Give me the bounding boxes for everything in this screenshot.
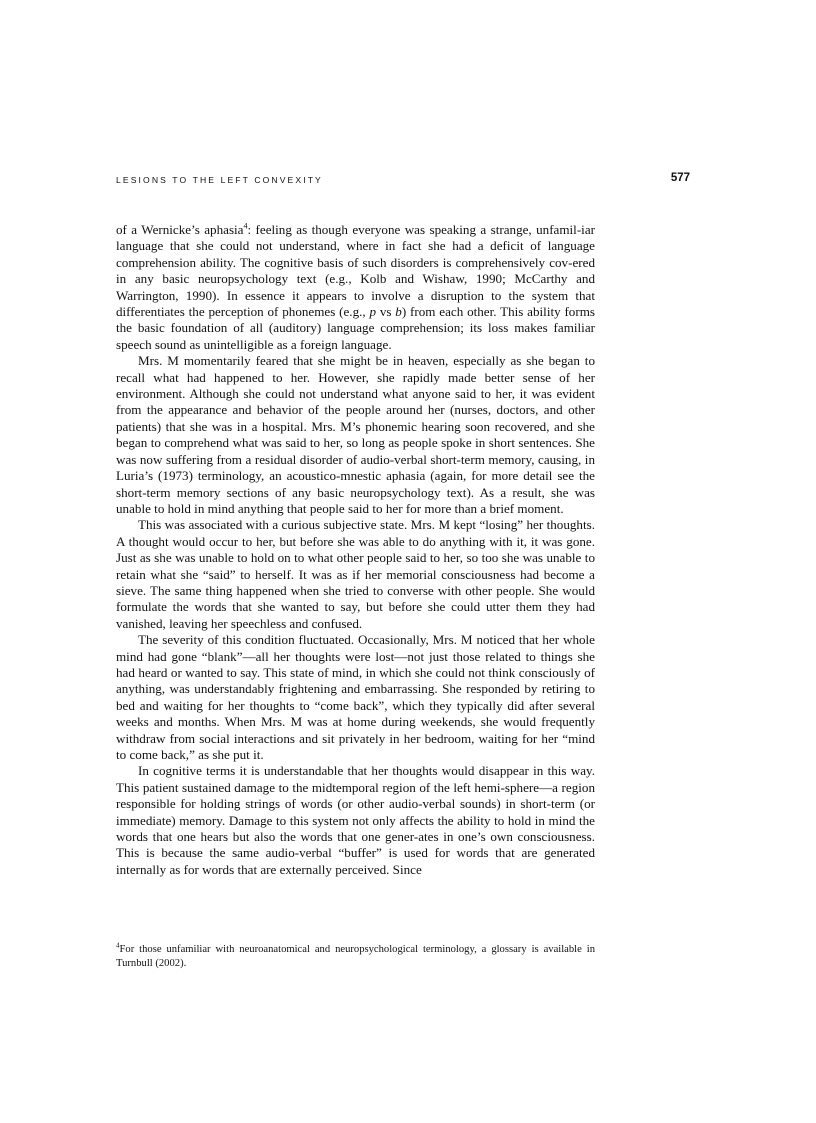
- paragraph-5: In cognitive terms it is understandable that her thoughts would disappear in this way. This patient sustained damage to the midtemporal region of the left hemi-sphere—a region responsible for holding strings of words (or other audio-verbal sounds) in short-term (or immediate) memory. Damage to this system not only affects the ability to hold in mind the words that one hears but also the words that one gener-ates in one’s own consciousness. This is because the same audio-verbal “buffer” is used for words that are generated internally as for words that are externally perceived. Since: [116, 763, 595, 877]
- paragraph-1-start: of a Wernicke’s aphasia: [116, 222, 244, 237]
- paragraph-3: This was associated with a curious subjective state. Mrs. M kept “losing” her thoughts. A thought would occur to her, but before she was able to do anything with it, it was gone. Just as she was unable to hold on to what other people said to her, so too she was unable to retain what she “said” to herself. It was as if her memorial consciousness had become a sieve. The same thing happened when she tried to converse with other people. She would formulate the words that she wanted to say, but before she could utter them they had vanished, leaving her speechless and confused.: [116, 517, 595, 631]
- paragraph-1-end: ) from each other. This ability forms the basic foundation of all (auditory) language comprehension; its loss makes familiar speech sound as unintelligible as a foreign language.: [116, 304, 595, 352]
- footnote-reference: 4: [243, 221, 248, 231]
- footnote-text: For those unfamiliar with neuroanatomical and neuropsychological terminology, a glossary is available in Turnbull (2002).: [116, 944, 595, 969]
- paragraph-1-middle: : feeling as though everyone was speaking a strange, unfamil-iar language that she could not understand, where in fact she had a deficit of language comprehension ability. The cognitive basis of such disorders is comprehensively cov-ered in any basic neuropsychology text (e.g., Kolb and Wishaw, 1990; McCarthy and Warrington, 1990). In essence it appears to involve a disruption to the system that differentiates the perception of phonemes (e.g.,: [116, 222, 595, 320]
- body-text: [116, 222, 595, 878]
- phoneme-p: p: [369, 304, 377, 320]
- paragraph-2: Mrs. M momentarily feared that she might be in heaven, especially as she began to recall what had happened to her. However, she rapidly made better sense of her environment. Although she could not understand what anyone said to her, it was evident from the appearance and behavior of the people around her (nurses, doctors, and other patients) that she was in a hospital. Mrs. M’s phonemic hearing soon recovered, and she began to comprehend what was said to her, so long as people spoke in short sentences. She was now suffering from a residual disorder of audio-verbal short-term memory, causing, in Luria’s (1973) terminology, an acoustico-mnestic aphasia (again, for more detail see the short-term memory sections of any basic neuropsychology text). As a result, she was unable to hold in mind anything that people said to her for more than a brief moment.: [116, 353, 595, 516]
- paragraph-4: The severity of this condition fluctuated. Occasionally, Mrs. M noticed that her whole mind had gone “blank”—all her thoughts were lost—not just those related to things she had heard or wanted to say. This state of mind, in which she could not think consciously of anything, was understandably frightening and embarrassing. She responded by retiring to bed and waiting for her thoughts to “come back”, which they typically did after several weeks and months. When Mrs. M was at home during weekends, she would frequently withdraw from social interactions and sit privately in her bedroom, waiting for her “mind to come back,” as she put it.: [116, 632, 595, 762]
- page-number: 577: [670, 172, 690, 184]
- phoneme-b: b: [395, 304, 402, 320]
- footnote: [116, 943, 595, 970]
- footnote-marker: 4: [116, 941, 120, 950]
- running-title: LESIONS TO THE LEFT CONVEXITY: [116, 175, 323, 185]
- paragraph-1: [116, 222, 595, 353]
- running-head: [116, 174, 690, 190]
- phoneme-versus: vs: [376, 304, 396, 320]
